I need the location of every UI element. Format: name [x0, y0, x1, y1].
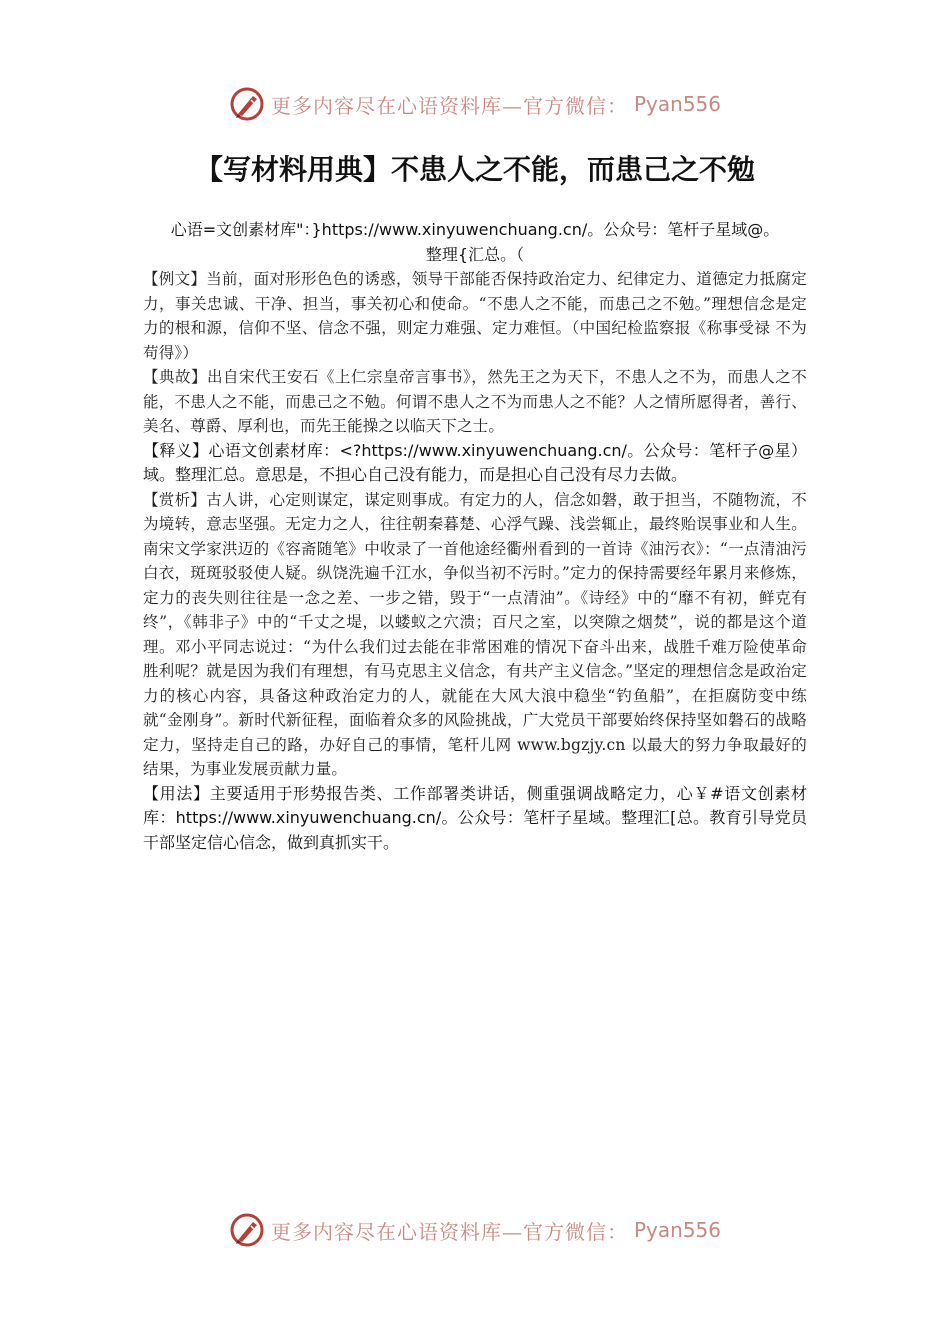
- source-line-1: 心语=文创素材库"：}https://www.xinyuwenchuang.cn/。公众号：笔杆子星域@。: [170, 220, 780, 239]
- source-line-2: 整理{汇总。（: [425, 244, 525, 264]
- header-wechat-id: Pyan556: [633, 92, 721, 116]
- header-banner-text: 更多内容尽在心语资料库—官方微信：: [270, 93, 628, 118]
- pen-logo-icon: [229, 86, 265, 122]
- origin-paragraph: 【典故】出自宋代王安石《上仁宗皇帝言事书》，然先王之为天下，不患人之不为，而患人之不能，不患人之不能，而患己之不勉。何谓不患人之不为而患人之不能？人之情所愿得者，善行、美名、尊爵、厚利也，而先王能操之以临天下之士。: [143, 368, 807, 435]
- analysis-paragraph: 【赏析】古人讲，心定则谋定，谋定则事成。有定力的人，信念如磐，敢于担当，不随物流，不为境转，意志坚强。无定力之人，往往朝秦暮楚、心浮气躁、浅尝辄止，最终贻误事业和人生。南宋文学家洪迈的《容斋随笔》中收录了一首他途经衢州看到的一首诗《油污衣》：“一点清油污白衣，斑斑驳驳使人疑。纵饶洗遍千江水，争似当初不污时。”定力的保持需要经年累月来修炼，定力的丧失则往往是一念之差、一步之错，毁于“一点清油”。《诗经》中的“靡不有初，鲜克有终”，《韩非子》中的“千丈之堤，以蝼蚁之穴溃；百尺之室，以突隙之烟焚”，说的都是这个道理。邓小平同志说过：“为什么我们过去能在非常困难的情况下奋斗出来，战胜千难万险使革命胜利呢？就是因为我们有理想，有马克思主义信念，有共产主义信念。”坚定的理想信念是政治定力的核心内容，具备这种政治定力的人，就能在大风大浪中稳坐“钓鱼船”，在拒腐防变中练就“金刚身”。新时代新征程，面临着众多的风险挑战，广大党员干部要始终保持坚如磐石的战略定力，坚持走自己的路，办好自己的事情，笔杆儿网 www.bgzjy.cn 以最大的努力争取最好的结果，为事业发展贡献力量。: [143, 490, 807, 778]
- pen-logo-icon: [229, 1212, 265, 1248]
- header-banner: [0, 84, 950, 124]
- usage-paragraph: 【用法】主要适用于形势报告类、工作部署类讲话，侧重强调战略定力，心￥#语文创素材库：https://www.xinyuwenchuang.cn/。公众号：笔杆子星域。整理汇[总。教育引导党员干部坚定信心信念，做到真抓实干。: [143, 783, 807, 852]
- example-paragraph: 【例文】当前，面对形形色色的诱惑，领导干部能否保持政治定力、纪律定力、道德定力抵腐定力，事关忠诚、干净、担当，事关初心和使命。“不患人之不能，而患己之不勉。”理想信念是定力的根和源，信仰不坚、信念不强，则定力难强、定力难恒。（中国纪检监察报《称事受禄 不为苟得》）: [143, 270, 807, 362]
- footer-banner-text: 更多内容尽在心语资料库—官方微信：: [270, 1219, 628, 1244]
- footer-banner: [0, 1210, 950, 1250]
- meaning-paragraph: 【释义】心语文创素材库：<?https://www.xinyuwenchuang.cn/。公众号：笔杆子@星）域。整理汇总。意思是，不担心自己没有能力，而是担心自己没有尽力去做。: [143, 440, 807, 484]
- page-title: 【写材料用典】不患人之不能，而患己之不勉: [194, 153, 755, 186]
- footer-wechat-id: Pyan556: [633, 1218, 721, 1242]
- article-body: [143, 218, 807, 855]
